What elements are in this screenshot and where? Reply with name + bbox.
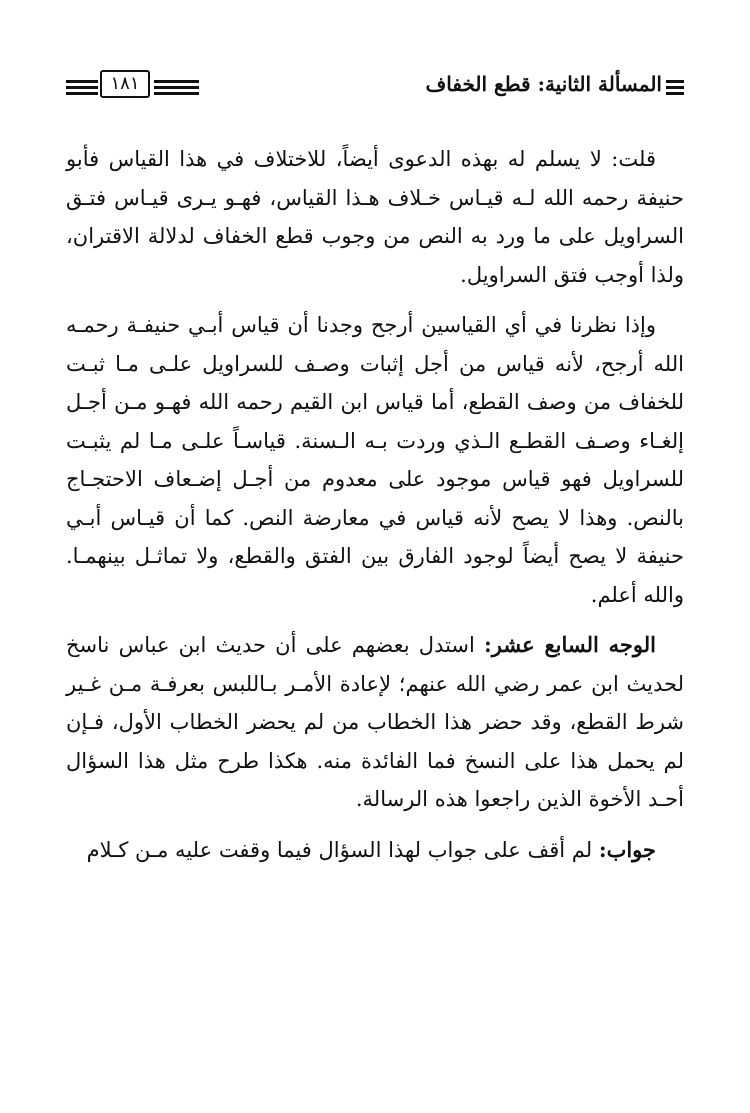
paragraph-text: استدل بعضهم على أن حديث ابن عباس ناسخ لحديث ابن عمر رضي الله عنهم؛ لإعادة الأمـر بـاللبس بعرفـة مـن غـير شرط القطع، وقد حضر هذا الخطاب من لم يحضر الخطاب الأول، فـإن لم يحمل هذا على النسخ فما الفائدة منه. هكذا طرح مثل هذا السؤال أحـد الأخوة الذين راجعوا هذه الرسالة. xyxy=(66,633,684,811)
body-text xyxy=(66,140,684,881)
header-rule xyxy=(154,92,199,95)
paragraph xyxy=(66,626,684,819)
paragraph xyxy=(66,140,684,294)
paragraph-lead: الوجه السابع عشر: xyxy=(484,632,656,657)
paragraph xyxy=(66,831,684,870)
header-rule xyxy=(154,80,199,83)
header-rule xyxy=(666,92,684,95)
header-rule xyxy=(154,86,199,89)
paragraph xyxy=(66,306,684,614)
header-rule xyxy=(666,86,684,89)
paragraph-text: لم أقف على جواب لهذا السؤال فيما وقفت عليه مـن كـلام xyxy=(86,837,599,862)
header-rule xyxy=(666,80,684,83)
chapter-title: المسألة الثانية: قطع الخفاف xyxy=(425,72,662,96)
paragraph-lead: جواب: xyxy=(598,836,656,862)
page-number: ١٨١ xyxy=(100,70,150,98)
paragraph-text: وإذا نظرنا في أي القياسين أرجح وجدنا أن قياس أبـي حنيفـة رحمـه الله أرجح، لأنه قياس من أجل إثبات وصـف للسراويل علـى مـا ثبـت للخفاف من وصف القطع، أما قياس ابن القيم رحمه الله فهـو مـن أجـل إلغـاء وصـف القطـع الـذي وردت بـه الـسنة. قياسـاً علـى مـا لم يثبـت للسراويل فهو قياس موجود على معدوم من أجـل إضـعاف الاحتجـاج بالنص. وهذا لا يصح لأنه قياس في معارضة النص. كما أن قيـاس أبـي حنيفة لا يصح أيضاً لوجود الفارق بين الفتق والقطع، ولا تماثـل بينهمـا. والله أعلم. xyxy=(66,313,684,607)
header-rule xyxy=(66,86,98,89)
running-header xyxy=(66,64,684,104)
header-rule xyxy=(66,80,98,83)
paragraph-text: قلت: لا يسلم له بهذه الدعوى أيضاً، للاختلاف في هذا القياس فأبو حنيفة رحمه الله لـه قيـاس خـلاف هـذا القياس، فهـو يـرى قيـاس فتـق السراويل على ما ورد به النص من وجوب قطع الخفاف لدلالة الاقتران، ولذا أوجب فتق السراويل. xyxy=(66,147,684,287)
header-rule xyxy=(66,92,98,95)
